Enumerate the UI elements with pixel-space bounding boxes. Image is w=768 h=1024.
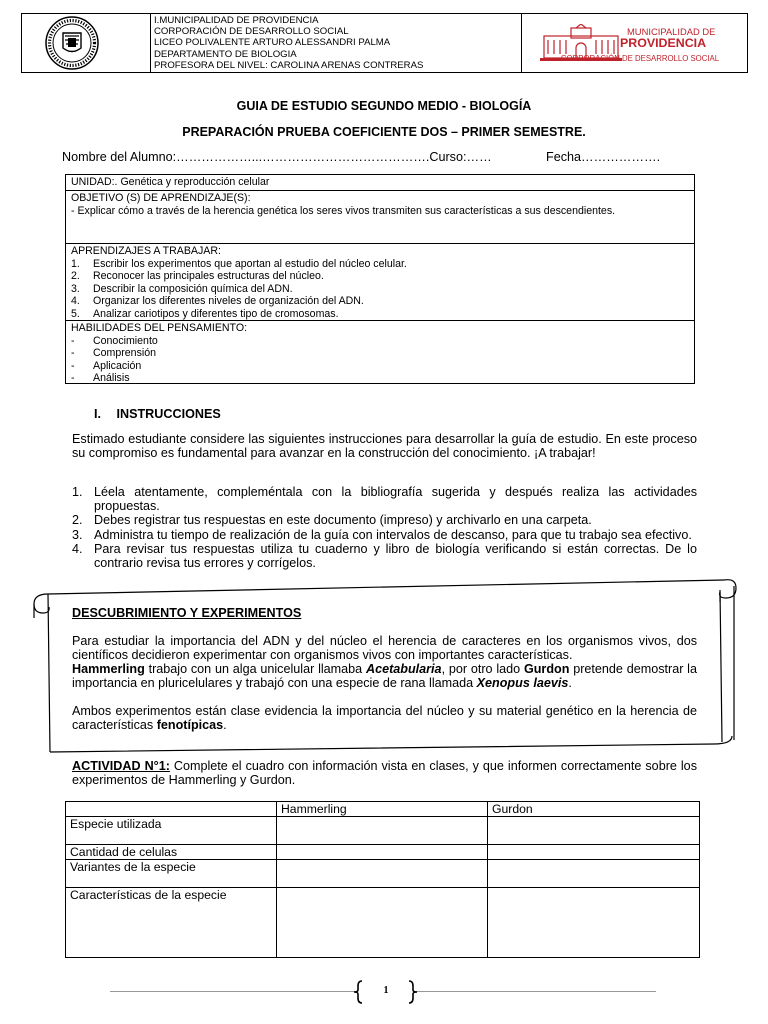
answer-cell[interactable] xyxy=(277,817,488,845)
school-seal-icon xyxy=(22,14,150,72)
answer-cell[interactable] xyxy=(488,817,700,845)
skills-section xyxy=(66,321,694,386)
list-item: - Análisis xyxy=(71,372,130,385)
student-name-field[interactable]: Nombre del Alumno:………………...………………………………….Curso:…… xyxy=(62,150,492,164)
objective-text: - Explicar cómo a través de la herencia genética los seres vivos transmiten sus características a sus descendientes. xyxy=(71,204,616,217)
header-line: I.MUNICIPALIDAD DE PROVIDENCIA xyxy=(154,15,319,26)
list-item: 2. Debes registrar tus respuestas en este documento (impreso) y archivarlo en una carpeta. xyxy=(72,513,592,528)
answer-cell[interactable] xyxy=(277,888,488,958)
table-header-cell: Gurdon xyxy=(488,802,700,817)
table-row xyxy=(66,845,700,860)
header-line: PROFESORA DEL NIVEL: CAROLINA ARENAS CONTRERAS xyxy=(154,59,424,71)
logo-text-providencia: PROVIDENCIA xyxy=(620,36,707,50)
unit-row xyxy=(66,175,694,191)
list-item: 1. Escribir los experimentos que aportan al estudio del núcleo celular. xyxy=(71,257,407,270)
row-label: Cantidad de celulas xyxy=(66,845,277,860)
section-title: INSTRUCCIONES xyxy=(116,407,221,421)
list-item: 4. Para revisar tus respuestas utiliza tu cuaderno y libro de biología verificando si están correctas. De lo contrario revisa tus errores y corrígelos. xyxy=(72,541,697,571)
logo-text-corporacion: CORPORACIÓN DE DESARROLLO SOCIAL xyxy=(560,54,720,63)
answer-cell[interactable] xyxy=(488,845,700,860)
list-item: 2. Reconocer las principales estructuras del núcleo. xyxy=(71,270,324,283)
table-row xyxy=(66,888,700,958)
table-row xyxy=(66,817,700,845)
table-header-cell: Hammerling xyxy=(277,802,488,817)
table-row xyxy=(66,860,700,888)
guide-title: GUIA DE ESTUDIO SEGUNDO MEDIO - BIOLOGÍA xyxy=(236,99,532,113)
header-box xyxy=(21,13,748,73)
logo-text-municipalidad: MUNICIPALIDAD DE xyxy=(627,26,716,37)
school-seal-cell xyxy=(22,14,151,72)
row-label: Especie utilizada xyxy=(66,817,277,845)
unit-box xyxy=(65,174,695,384)
footer-rule-right xyxy=(416,991,656,992)
providencia-logo xyxy=(522,14,747,72)
list-item: 3. Describir la composición química del ADN. xyxy=(71,282,293,295)
list-item: 3. Administra tu tiempo de realización de la guía con intervalos de descanso, para que tu trabajo sea efectivo. xyxy=(72,527,692,542)
skills-title: HABILIDADES DEL PENSAMIENTO: xyxy=(71,322,248,334)
answer-cell[interactable] xyxy=(277,845,488,860)
row-label: Características de la especie xyxy=(66,888,277,958)
learnings-section xyxy=(66,244,694,321)
header-line: LICEO POLIVALENTE ARTURO ALESSANDRI PALMA xyxy=(154,37,391,49)
instructions-intro: Estimado estudiante considere las siguientes instrucciones para desarrollar la guía de estudio. En este proceso su compromiso es fundamental para avanzar en la construcción del conocimiento. ¡A trabajar! xyxy=(72,432,697,461)
instructions-list xyxy=(72,485,697,570)
guide-subtitle: PREPARACIÓN PRUEBA COEFICIENTE DOS – PRIMER SEMESTRE. xyxy=(182,125,586,139)
date-field[interactable]: Fecha………………. xyxy=(546,150,661,164)
learnings-title: APRENDIZAJES A TRABAJAR: xyxy=(71,245,221,257)
instructions-heading xyxy=(94,407,221,421)
section-number: I. xyxy=(94,407,101,421)
row-label: Variantes de la especie xyxy=(66,860,277,888)
activity-1 xyxy=(72,759,697,787)
page-number: 1 xyxy=(383,985,389,996)
table-header-row xyxy=(66,802,700,817)
institution-info xyxy=(150,14,522,72)
header-line: CORPORACIÓN DE DESARROLLO SOCIAL xyxy=(154,26,349,38)
activity-label: ACTIVIDAD N°1: xyxy=(72,759,170,773)
header-line: DEPARTAMENTO DE BIOLOGIA xyxy=(154,48,297,60)
scroll-paragraph-3: Ambos experimentos están clase evidencia la importancia del núcleo y su material genético en la herencia de características fenotípicas. xyxy=(72,704,697,733)
activity-text: Complete el cuadro con información vista en clases, y que informen correctamente sobre los experimentos de Hammerling y Gurdon. xyxy=(72,759,697,788)
right-brace-icon xyxy=(407,980,419,1004)
objective-section xyxy=(66,191,694,244)
list-item: - Comprensión xyxy=(71,347,157,360)
unit-label: UNIDAD:. Genética y reproducción celular xyxy=(71,176,270,188)
objective-title: OBJETIVO (S) DE APRENDIZAJE(S): xyxy=(71,192,251,204)
list-item: 4. Organizar los diferentes niveles de organización del ADN. xyxy=(71,295,364,308)
answer-cell[interactable] xyxy=(488,888,700,958)
activity-table xyxy=(65,801,700,958)
list-item: 1. Léela atentamente, compleméntala con la bibliografía sugerida y después realiza las actividades propuestas. xyxy=(72,485,697,514)
table-header-cell xyxy=(66,802,277,817)
list-item: - Conocimiento xyxy=(71,334,158,347)
left-brace-icon xyxy=(352,980,364,1004)
scroll-title: DESCUBRIMIENTO Y EXPERIMENTOS xyxy=(72,606,302,620)
scroll-paragraph-1: Para estudiar la importancia del ADN y del núcleo el herencia de caracteres en los organismos vivos, dos científicos decidieron experimentar con organismos vivos con importantes características. xyxy=(72,634,697,663)
answer-cell[interactable] xyxy=(277,860,488,888)
answer-cell[interactable] xyxy=(488,860,700,888)
footer-rule-left xyxy=(110,991,355,992)
list-item: 5. Analizar cariotipos y diferentes tipo de cromosomas. xyxy=(71,307,339,320)
scroll-paragraph-2: Hammerling trabajo con un alga unicelular llamaba Acetabularia, por otro lado Gurdon pretende demostrar la importancia en pluricelulares y trabajó con una especie de rana llamada Xenopus laevis. xyxy=(72,662,697,691)
list-item: - Aplicación xyxy=(71,359,142,372)
